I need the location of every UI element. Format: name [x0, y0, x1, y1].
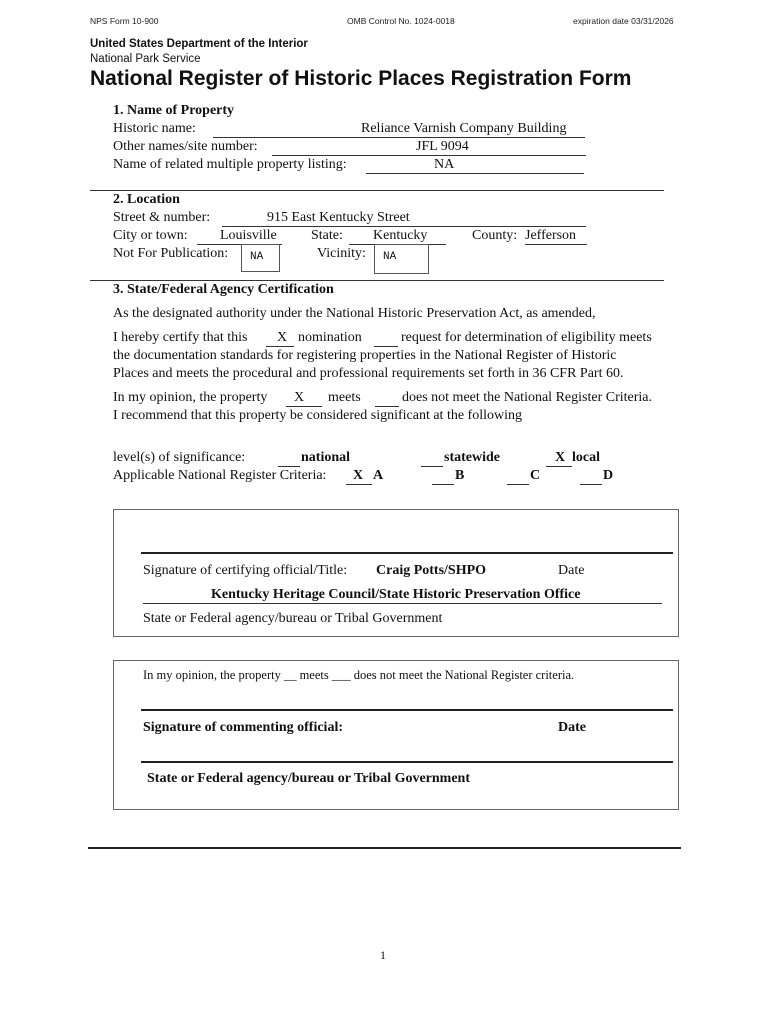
section-divider — [90, 280, 664, 281]
page-bottom-rule — [88, 847, 681, 849]
county-field[interactable]: Jefferson — [525, 228, 577, 243]
section-divider — [90, 190, 664, 191]
signature-line[interactable] — [141, 552, 673, 554]
vicinity-label: Vicinity: — [317, 246, 366, 261]
commenting-opinion-text: In my opinion, the property __ meets ___ does not meet the National Register criteria. — [143, 668, 575, 682]
certify-text-3: Places and meets the procedural and professional requirements set forth in 36 CFR Part 60. — [113, 366, 624, 381]
service-name: National Park Service — [90, 53, 201, 65]
levels-label: level(s) of significance: — [113, 450, 246, 465]
commenting-agency-label: State or Federal agency/bureau or Tribal Government — [147, 771, 471, 786]
section-3-heading: 3. State/Federal Agency Certification — [113, 282, 334, 297]
historic-name-field[interactable]: Reliance Varnish Company Building — [361, 121, 567, 136]
state-label: State: — [311, 228, 343, 243]
criteria-a-mark[interactable]: X — [353, 468, 364, 483]
level-national: national — [301, 450, 351, 465]
commenting-signature-line[interactable] — [141, 709, 673, 711]
meets-mark[interactable]: X — [294, 390, 305, 405]
form-title: National Register of Historic Places Registration Form — [90, 67, 632, 90]
commenting-date-label: Date — [558, 720, 586, 735]
commenting-agency-line[interactable] — [141, 761, 673, 763]
county-label: County: — [472, 228, 518, 243]
other-names-label: Other names/site number: — [113, 139, 258, 154]
form-number: NPS Form 10-900 — [90, 16, 159, 26]
omb-control-number: OMB Control No. 1024-0018 — [347, 16, 455, 26]
level-local: local — [572, 450, 600, 465]
recommend-text: I recommend that this property be considered significant at the following — [113, 408, 522, 423]
section-2-heading: 2. Location — [113, 192, 180, 207]
certifying-official-name: Craig Potts/SHPO — [376, 563, 487, 578]
request-label: request for determination of eligibility meets — [401, 330, 652, 345]
certify-text: I hereby certify that this — [113, 330, 248, 345]
not-for-publication-label: Not For Publication: — [113, 246, 229, 261]
criteria-d: D — [603, 468, 614, 483]
multiple-listing-label: Name of related multiple property listing: — [113, 157, 347, 172]
state-field[interactable]: Kentucky — [373, 228, 428, 243]
historic-name-label: Historic name: — [113, 121, 196, 136]
criteria-a: A — [373, 468, 384, 483]
other-names-field[interactable]: JFL 9094 — [416, 139, 469, 154]
certifying-agency-label: State or Federal agency/bureau or Tribal Government — [143, 611, 443, 626]
vicinity-field[interactable]: NA — [374, 244, 429, 274]
commenting-signature-label: Signature of commenting official: — [143, 720, 343, 735]
certify-text-2: the documentation standards for registering properties in the National Register of Historic — [113, 348, 617, 363]
certifying-agency-value[interactable]: Kentucky Heritage Council/State Historic Preservation Office — [211, 587, 581, 602]
not-meet-label: does not meet the National Register Criteria. — [402, 390, 652, 405]
criteria-label: Applicable National Register Criteria: — [113, 468, 327, 483]
not-for-publication-field[interactable]: NA — [241, 244, 280, 272]
page-number: 1 — [380, 948, 386, 962]
street-label: Street & number: — [113, 210, 211, 225]
meets-label: meets — [328, 390, 361, 405]
authority-text: As the designated authority under the National Historic Preservation Act, as amended, — [113, 306, 596, 321]
level-statewide: statewide — [444, 450, 500, 465]
expiration-date: expiration date 03/31/2026 — [573, 16, 674, 26]
multiple-listing-field[interactable]: NA — [434, 157, 455, 172]
criteria-b: B — [455, 468, 465, 483]
nomination-label: nomination — [298, 330, 362, 345]
criteria-c: C — [530, 468, 541, 483]
section-1-heading: 1. Name of Property — [113, 103, 235, 118]
opinion-text: In my opinion, the property — [113, 390, 268, 405]
city-label: City or town: — [113, 228, 188, 243]
certifying-date-label: Date — [558, 563, 585, 578]
certifying-signature-label: Signature of certifying official/Title: — [143, 563, 348, 578]
city-field[interactable]: Louisville — [220, 228, 277, 243]
level-local-mark[interactable]: X — [555, 450, 566, 465]
nomination-mark[interactable]: X — [277, 330, 288, 345]
department-name: United States Department of the Interior — [90, 38, 308, 50]
street-field[interactable]: 915 East Kentucky Street — [267, 210, 410, 225]
